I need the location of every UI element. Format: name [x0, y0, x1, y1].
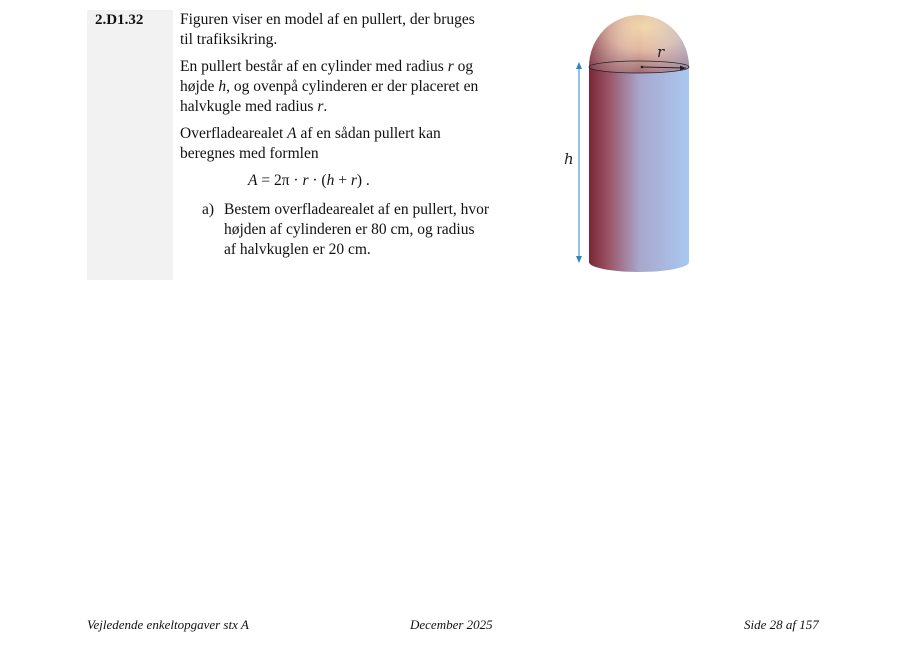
task-description: [180, 57, 490, 117]
formula-part: = 2π ·: [257, 172, 303, 189]
footer-left: Vejledende enkeltopgaver stx A: [87, 617, 249, 632]
cylinder-body: [589, 67, 689, 272]
formula-part: · (: [308, 172, 327, 189]
question-label: a): [202, 201, 215, 218]
text-run: .: [323, 98, 328, 115]
var-r: r: [317, 98, 324, 115]
text-run: og højde: [180, 58, 474, 95]
task-intro: Figuren viser en model af en pullert, der bruges til trafiksikring.: [180, 11, 475, 48]
formula-intro: [180, 124, 490, 164]
formula-A: A: [248, 172, 258, 189]
footer-page-number: Side 28 af 157: [744, 617, 819, 632]
footer-center: December 2025: [410, 617, 493, 632]
area-formula: [248, 171, 490, 191]
var-A: A: [287, 125, 297, 142]
question-a: [202, 200, 490, 260]
task-text: [180, 10, 490, 260]
formula-h: h: [326, 172, 335, 189]
label-h: h: [564, 150, 574, 168]
formula-r: r: [302, 172, 309, 189]
text-run: Overfladearealet: [180, 125, 288, 142]
task-id-cell: [87, 10, 173, 280]
task-id: 2.D1.32: [95, 12, 144, 28]
question-text: Bestem overfladearealet af en pullert, hvor højden af cylinderen er 80 cm, og radius af halvkuglen er 20 cm.: [224, 201, 490, 258]
formula-part: ) .: [356, 172, 370, 189]
text-run: , og ovenpå cylinderen er der placeret en halvkugle med radius: [180, 78, 479, 115]
formula-part: +: [334, 172, 351, 189]
text-run: En pullert består af en cylinder med radius: [180, 58, 448, 75]
formula-r: r: [350, 172, 357, 189]
text-run: af en sådan pullert kan beregnes med formlen: [180, 125, 441, 162]
var-h: h: [218, 78, 227, 95]
bollard-figure: [556, 10, 706, 280]
label-r: r: [657, 43, 665, 61]
var-r: r: [447, 58, 454, 75]
